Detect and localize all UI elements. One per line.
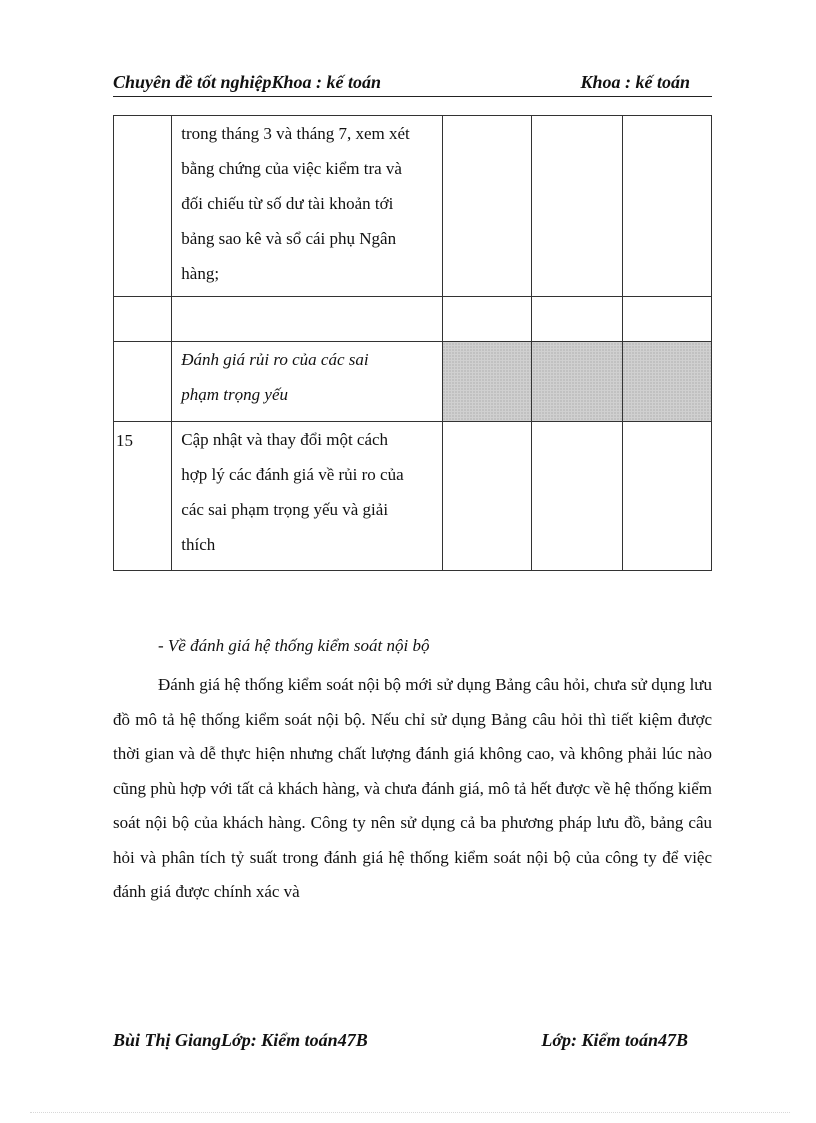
text-line: Cập nhật và thay đổi một cách bbox=[181, 430, 389, 449]
text-line: Đánh giá rủi ro của các sai bbox=[181, 350, 369, 369]
table-cell bbox=[532, 297, 622, 342]
page-bottom-divider bbox=[30, 1112, 790, 1113]
table-cell bbox=[442, 422, 531, 571]
paragraph-line: tiết kiệm được thời gian và dễ thực hiện nhưng chất lượng đánh giá không cao, bbox=[113, 709, 712, 763]
section-heading-text bbox=[172, 342, 442, 422]
paragraph-line: Đánh giá hệ thống kiểm soát nội bộ mới sử dụng Bảng câu hỏi, chưa sử bbox=[158, 675, 647, 694]
page-footer bbox=[113, 1030, 712, 1056]
text-line: trong tháng 3 và tháng 7, xem xét bbox=[181, 124, 410, 143]
shaded-cell bbox=[442, 342, 531, 422]
table-cell bbox=[622, 297, 711, 342]
table-cell bbox=[442, 116, 531, 297]
procedure-text bbox=[172, 422, 442, 571]
footer-left-text: Bùi Thị GiangLớp: Kiểm toán47B bbox=[113, 1030, 368, 1050]
table-row-section-heading bbox=[114, 342, 712, 422]
table-row bbox=[114, 422, 712, 571]
shaded-cell bbox=[532, 342, 622, 422]
text-line: thích bbox=[181, 535, 216, 554]
row-number bbox=[114, 297, 172, 342]
text-line: bảng sao kê và sổ cái phụ Ngân bbox=[181, 229, 397, 248]
text-line: hàng; bbox=[181, 264, 220, 283]
paragraph-line: và không phải lúc nào cũng phù hợp với tất cả khách hàng, và chưa đánh giá, bbox=[113, 744, 713, 798]
text-line: phạm trọng yếu bbox=[181, 385, 288, 404]
paragraph-line: dụng lưu đồ mô tả hệ thống kiểm soát nội bộ. Nếu chỉ sử dụng Bảng câu hỏi thì bbox=[113, 675, 713, 729]
paragraph-line: mô tả hết được về hệ thống kiểm soát nội bộ của khách hàng. Công ty nên sử bbox=[113, 778, 712, 832]
paragraph-line: giá hệ thống kiểm soát nội bộ của công ty để việc đánh giá được chính xác và bbox=[113, 847, 713, 901]
paragraph-line: dụng cả ba phương pháp lưu đồ, bảng câu hỏi và phân tích tỷ suất trong đánh bbox=[113, 813, 712, 867]
body-paragraph bbox=[113, 668, 712, 910]
row-number bbox=[114, 116, 172, 297]
table-cell bbox=[532, 422, 622, 571]
text-line: đối chiếu từ số dư tài khoản tới bbox=[181, 194, 394, 213]
row-number: 15 bbox=[114, 422, 172, 571]
text-line: các sai phạm trọng yếu và giải bbox=[181, 500, 389, 519]
header-left-text: Chuyên đề tốt nghiệpKhoa : kế toán bbox=[113, 72, 382, 92]
header-right-text: Khoa : kế toán bbox=[580, 72, 690, 92]
footer-right-text: Lớp: Kiểm toán47B bbox=[541, 1030, 688, 1050]
table-cell bbox=[622, 422, 711, 571]
text-line: bằng chứng của việc kiểm tra và bbox=[181, 159, 402, 178]
table-row bbox=[114, 116, 712, 297]
procedure-text bbox=[172, 297, 442, 342]
page-header bbox=[113, 70, 712, 97]
shaded-cell bbox=[622, 342, 711, 422]
row-number bbox=[114, 342, 172, 422]
table-cell bbox=[442, 297, 531, 342]
procedure-text bbox=[172, 116, 442, 297]
table-row bbox=[114, 297, 712, 342]
table-cell bbox=[532, 116, 622, 297]
audit-procedure-table bbox=[113, 115, 712, 571]
section-title: - Về đánh giá hệ thống kiểm soát nội bộ bbox=[158, 636, 430, 655]
text-line: hợp lý các đánh giá về rủi ro của bbox=[181, 465, 404, 484]
table-cell bbox=[622, 116, 711, 297]
